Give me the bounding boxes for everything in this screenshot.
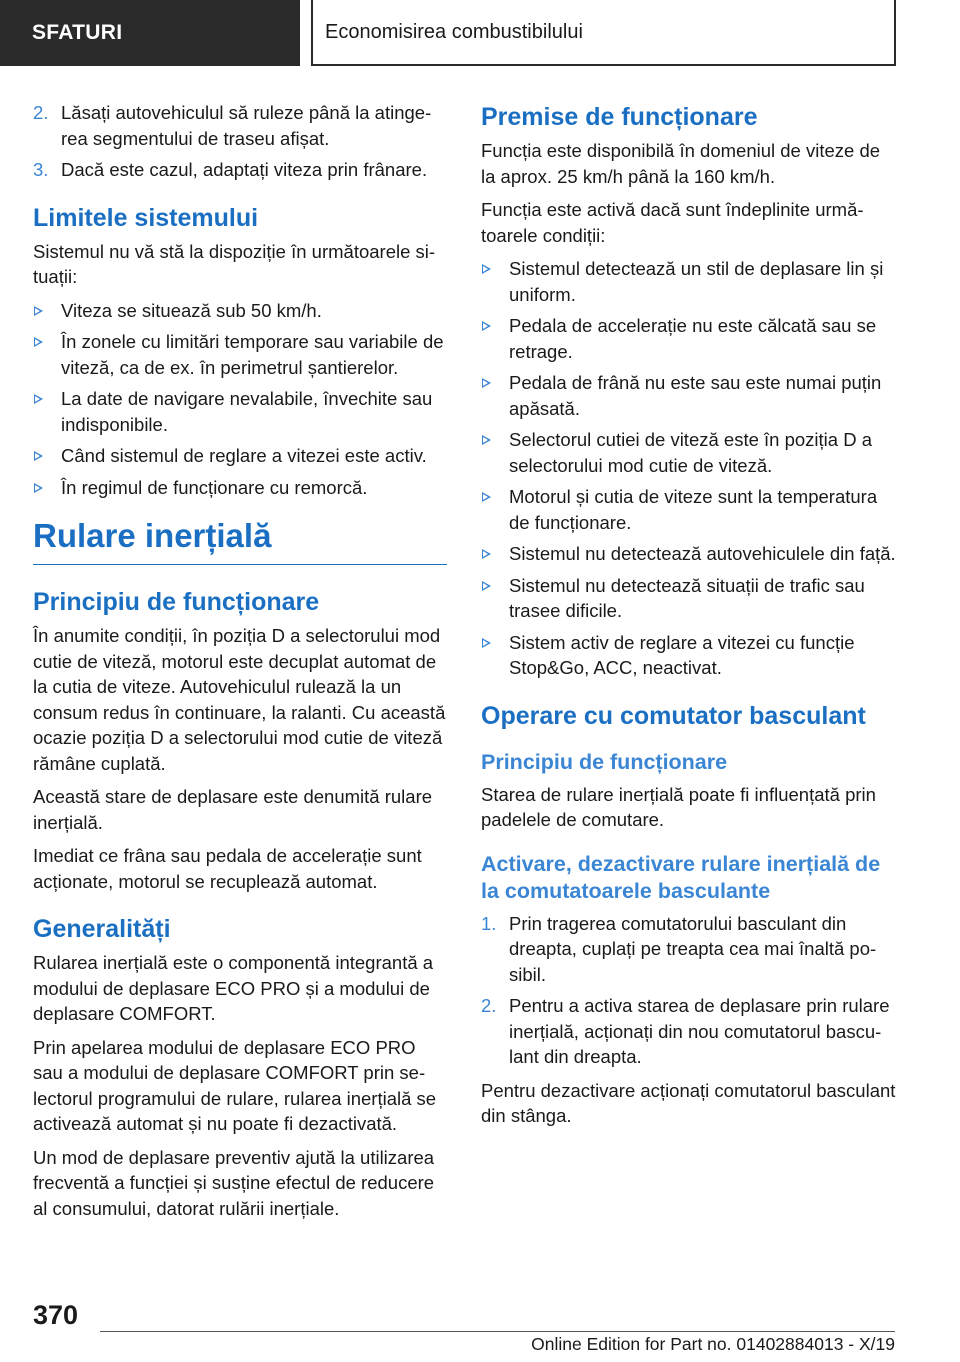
bullet-triangle-icon [482, 321, 491, 331]
step-number: 2. [33, 102, 49, 123]
premise-paragraph: Funcția este disponibilă în domeniul de viteze de la aprox. 25 km/h până la 160 km/h. [481, 140, 881, 187]
step-number: 1. [481, 912, 497, 934]
continued-steps-list [33, 100, 447, 183]
list-item: Pedala de accelerație nu este călcată sau se retrage. [481, 313, 897, 364]
general-heading: Generalități [33, 915, 171, 943]
general-paragraph: Rularea inerțială este o componentă integrantă a modului de deplasare ECO PRO și a modului de deplasare COMFORT. [33, 952, 434, 1024]
principle-paragraph: În anumite condiții, în poziția D a selectorului mod cutie de viteză, motorul este decuplat automat de la cutia de viteze. Autovehiculul rulează la un consum redus în continuare, la ralanti. Cu această ocazie poziția D a selectorului mod cutie de viteză rămâne cuplată. [33, 625, 446, 774]
bullet-triangle-icon [34, 337, 43, 347]
bullet-triangle-icon [34, 306, 43, 316]
principle-paragraph: Imediat ce frâna sau pedala de accelerație sunt acționate, motorul se recuplează automat. [33, 845, 422, 892]
list-item: Sistemul detectează un stil de deplasare lin și uniform. [481, 256, 897, 307]
edition-text: Online Edition for Part no. 01402884013 - X/19 [531, 1334, 895, 1354]
premise-heading: Premise de funcționare [481, 103, 758, 131]
step-number: 3. [33, 159, 49, 180]
step-text: Pentru a activa starea de deplasare prin rulare inerțială, acționați din nou comutatorul basculant din dreapta. [509, 995, 890, 1067]
list-item [33, 100, 447, 151]
principle-heading: Principiu de funcționare [33, 588, 320, 616]
operation-heading: Operare cu comutator basculant [481, 701, 866, 730]
bullet-triangle-icon [34, 451, 43, 461]
list-item: Viteza se situează sub 50 km/h. [33, 298, 447, 324]
list-item: Motorul și cutia de viteze sunt la temperatura de funcționare. [481, 484, 897, 535]
right-column [481, 100, 897, 1137]
step-text: Lăsați autovehiculul să ruleze până la atingerea segmentului de traseu afișat. [61, 102, 432, 149]
activation-steps [481, 911, 897, 1070]
general-paragraph: Un mod de deplasare preventiv ajută la utilizarea frecventă a funcției și susține efectul de reducere al consumului, datorat rulării inerțiale. [33, 1146, 435, 1219]
list-item: Selectorul cutiei de viteză este în poziția D a selectorului mod cutie de viteză. [481, 427, 897, 478]
list-item: Când sistemul de reglare a vitezei este activ. [33, 443, 447, 469]
list-item: În regimul de funcționare cu remorcă. [33, 475, 447, 501]
bullet-triangle-icon [482, 492, 491, 502]
bullet-triangle-icon [482, 549, 491, 559]
bullet-triangle-icon [34, 483, 43, 493]
bullet-triangle-icon [482, 638, 491, 648]
op-principle-text: Starea de rulare inerțială poate fi influențată prin padelele de comutare. [481, 783, 876, 830]
list-item: Sistemul nu detectează autovehiculele din față. [481, 541, 897, 567]
limits-heading: Limitele sistemului [33, 203, 259, 232]
list-item [481, 993, 897, 1070]
list-item: Sistem activ de reglare a vitezei cu funcție Stop&Go, ACC, neactivat. [481, 630, 897, 681]
left-column [33, 100, 447, 1229]
page-number: 370 [33, 1300, 79, 1330]
limits-intro: Sistemul nu vă stă la dispoziție în următoarele situații: [33, 240, 436, 287]
page-header [0, 0, 960, 66]
main-heading: Rulare inerțială [33, 516, 447, 565]
op-principle-heading: Principiu de funcționare [481, 749, 728, 774]
list-item: Pedala de frână nu este sau este numai puțin apăsată. [481, 370, 897, 421]
chapter-title: Economisirea combustibilului [311, 0, 896, 66]
step-text: Prin tragerea comutatorului basculant din dreapta, cuplați pe treapta cea mai înaltă posibil. [509, 912, 877, 985]
bullet-triangle-icon [34, 394, 43, 404]
list-item: Sistemul nu detectează situații de trafic sau trasee dificile. [481, 573, 897, 624]
deactivation-text: Pentru dezactivare acționați comutatorul basculant din stânga. [481, 1079, 896, 1126]
step-number: 2. [481, 995, 497, 1016]
list-item [33, 157, 447, 183]
premise-paragraph: Funcția este activă dacă sunt îndeplinite următoarele condiții: [481, 199, 864, 246]
bullet-triangle-icon [482, 581, 491, 591]
list-item: La date de navigare nevalabile, învechite sau indisponibile. [33, 386, 447, 437]
bullet-triangle-icon [482, 378, 491, 388]
step-text: Dacă este cazul, adaptați viteza prin frânare. [61, 159, 428, 180]
list-item [481, 911, 897, 988]
section-tab: SFATURI [0, 0, 300, 66]
premise-list [481, 256, 897, 681]
bullet-triangle-icon [482, 264, 491, 274]
footer-divider [100, 1331, 895, 1332]
limits-list [33, 298, 447, 501]
list-item: În zonele cu limitări temporare sau variabile de viteză, ca de ex. în perimetrul șantierelor. [33, 329, 447, 380]
principle-paragraph: Această stare de deplasare este denumită rulare inerțială. [33, 786, 433, 833]
general-paragraph: Prin apelarea modului de deplasare ECO PRO sau a modului de deplasare COMFORT prin selectorul programului de rulare, rularea inerțială se activează automat și nu poate fi dezactivată. [33, 1036, 437, 1134]
activation-heading: Activare, dezactivare rulare inerțială de la comutatoarele basculante [481, 851, 881, 903]
bullet-triangle-icon [482, 435, 491, 445]
